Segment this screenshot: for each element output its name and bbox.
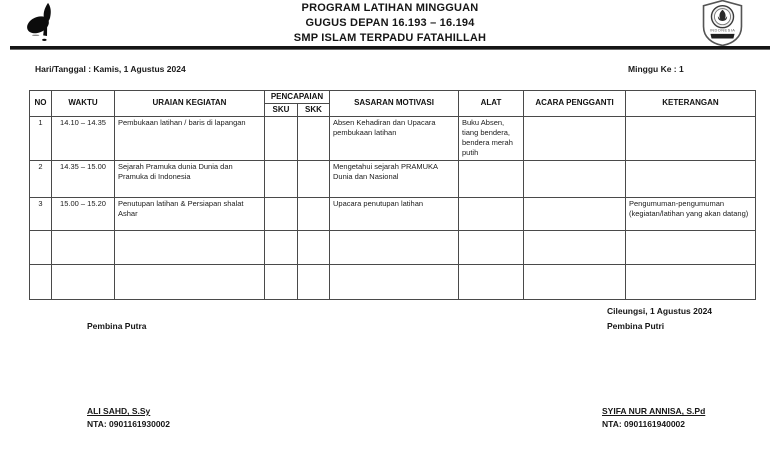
cell-waktu: 14.10 – 14.35 [52, 117, 115, 161]
cell-waktu: 15.00 – 15.20 [52, 197, 115, 230]
col-header-sku: SKU [265, 104, 298, 117]
cell-skk [298, 264, 330, 299]
cell-acara [524, 117, 626, 161]
title-line-2: GUGUS DEPAN 16.193 – 16.194 [305, 17, 475, 29]
pembina-putra-label: Pembina Putra [87, 321, 147, 331]
col-header-skk: SKK [298, 104, 330, 117]
col-header-waktu: WAKTU [52, 91, 115, 117]
cell-alat [459, 160, 524, 197]
col-header-sasaran: SASARAN MOTIVASI [330, 91, 459, 117]
cell-sku [265, 197, 298, 230]
schedule-table [29, 90, 756, 300]
signature-block-right [602, 405, 705, 431]
document-title [120, 1, 660, 46]
cell-acara [524, 160, 626, 197]
cell-waktu: 14.35 – 15.00 [52, 160, 115, 197]
document-header [0, 0, 780, 46]
cell-sasaran: Upacara penutupan latihan [330, 197, 459, 230]
cell-skk [298, 160, 330, 197]
table-row [30, 230, 756, 264]
cell-acara [524, 197, 626, 230]
cell-keterangan [626, 160, 756, 197]
table-row [30, 160, 756, 197]
cell-uraian: Sejarah Pramuka dunia Dunia dan Pramuka di Indonesia [115, 160, 265, 197]
cell-acara [524, 230, 626, 264]
cell-no [30, 230, 52, 264]
school-badge-icon [699, 0, 746, 46]
cell-skk [298, 117, 330, 161]
cell-no: 3 [30, 197, 52, 230]
tunas-kelapa-icon [24, 2, 62, 44]
cell-sasaran: Absen Kehadiran dan Upacara pembukaan latihan [330, 117, 459, 161]
title-line-1: PROGRAM LATIHAN MINGGUAN [301, 2, 479, 14]
title-line-3: SMP ISLAM TERPADU FATAHILLAH [293, 32, 487, 44]
signer-nta-right: NTA: 0901161940002 [602, 419, 686, 429]
pembina-putri-label: Pembina Putri [607, 321, 665, 331]
table-row [30, 117, 756, 161]
cell-sasaran [330, 230, 459, 264]
date-label: Hari/Tanggal : Kamis, 1 Agustus 2024 [35, 64, 186, 74]
cell-waktu [52, 264, 115, 299]
signer-name-right: SYIFA NUR ANNISA, S.Pd [602, 406, 706, 416]
cell-uraian [115, 230, 265, 264]
cell-keterangan: Pengumuman-pengumuman (kegiatan/latihan yang akan datang) [626, 197, 756, 230]
cell-acara [524, 264, 626, 299]
cell-uraian: Pembukaan latihan / baris di lapangan [115, 117, 265, 161]
signer-name-left: ALI SAHD, S.Sy [87, 406, 151, 416]
col-header-alat: ALAT [459, 91, 524, 117]
col-header-acara: ACARA PENGGANTI [524, 91, 626, 117]
cell-keterangan [626, 264, 756, 299]
week-label: Minggu Ke : 1 [628, 64, 684, 74]
cell-no: 1 [30, 117, 52, 161]
cell-uraian [115, 264, 265, 299]
cell-alat [459, 197, 524, 230]
badge-text: INDONESIA [709, 27, 736, 33]
signer-nta-left: NTA: 0901161930002 [87, 419, 171, 429]
cell-skk [298, 230, 330, 264]
place-date-label: Cileungsi, 1 Agustus 2024 [607, 306, 713, 316]
cell-uraian: Penutupan latihan & Persiapan shalat Ashar [115, 197, 265, 230]
table-row [30, 264, 756, 299]
cell-alat [459, 230, 524, 264]
table-row [30, 197, 756, 230]
cell-sku [265, 160, 298, 197]
cell-sku [265, 264, 298, 299]
cell-no: 2 [30, 160, 52, 197]
col-header-uraian: URAIAN KEGIATAN [115, 91, 265, 117]
cell-keterangan [626, 230, 756, 264]
cell-skk [298, 197, 330, 230]
col-header-no: NO [30, 91, 52, 117]
col-header-pencapaian: PENCAPAIAN [265, 91, 330, 104]
cell-waktu [52, 230, 115, 264]
col-header-keterangan: KETERANGAN [626, 91, 756, 117]
cell-alat [459, 264, 524, 299]
cell-sku [265, 230, 298, 264]
cell-keterangan [626, 117, 756, 161]
signature-block-left [87, 405, 170, 431]
cell-sasaran [330, 264, 459, 299]
cell-sasaran: Mengetahui sejarah PRAMUKA Dunia dan Nasional [330, 160, 459, 197]
cell-no [30, 264, 52, 299]
cell-sku [265, 117, 298, 161]
header-divider [10, 46, 770, 50]
cell-alat: Buku Absen, tiang bendera, bendera merah putih [459, 117, 524, 161]
